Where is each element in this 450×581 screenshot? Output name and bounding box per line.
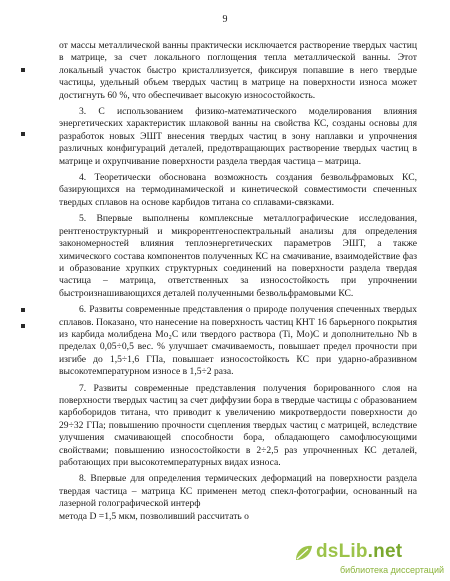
watermark-subtitle: библиотека диссертаций bbox=[339, 565, 444, 575]
margin-mark bbox=[21, 324, 25, 328]
margin-mark bbox=[21, 132, 25, 136]
paragraph-3: 3. С использованием физико-математического моделирования влияния энергетических характеристик шлаковой ванны на свойства КС, созданы основы для разработок новых ЭШТ внесения твердых частиц в зону наплавки и упрочнения различных конфигураций деталей, предотвращающих растворение твердых частиц в матрице и охрупчивание поверхности раздела твердая частица – матрица. bbox=[59, 106, 417, 167]
document-body bbox=[59, 40, 417, 527]
paragraph-8-tail: метода D =1,5 мкм, позволивший рассчитать о bbox=[59, 510, 249, 522]
watermark-logo-main: dsLib bbox=[316, 541, 368, 562]
watermark-logo-tld: .net bbox=[367, 541, 403, 562]
paragraph-8: 8. Впервые для определения термических деформаций на поверхности раздела твердая частица – матрица КС применен метод спекл-фотографии, основанный на лазерной голографической интерф bbox=[59, 473, 417, 510]
paragraph-6: 6. Развиты современные представления о природе получения спеченных твердых сплавов. Показано, что нанесение на поверхность частиц КНТ 16 барьерного покрытия из карбида молибдена Mo₂C или твердого раствора (Ti, Mo)C и дополнительно Nb в пределах 0,05÷0,5 вес. % улучшает смачиваемость, повышает предел прочности при изгибе до 1,5÷1,6 ГПа, повышает износостойкость КС при ударно-абразивном высокотемпературном износе в 1,5÷2 раза. bbox=[59, 304, 417, 378]
paragraph-4: 4. Теоретически обоснована возможность создания безвольфрамовых КС, базирующихся на термодинамической и кинетической совместимости спеченных твердых сплавов на основе карбидов титана со сплавами-связками. bbox=[59, 172, 417, 208]
margin-mark bbox=[21, 308, 25, 312]
leaf-icon bbox=[294, 544, 314, 562]
watermark bbox=[294, 541, 444, 575]
margin-mark bbox=[21, 68, 25, 72]
watermark-logo bbox=[316, 541, 402, 563]
paragraph-continuation: от массы металлической ванны практически исключается растворение твердых частиц в матрице, за счет локального поглощения тепла металлической ванны. Этот локальный участок быстро кристаллизуется, фиксируя попавшие в него твердые частицы, удельный объем твердых частиц в матрице на поверхности износа может достигнуть 60 %, что обеспечивает высокую износостойкость. bbox=[59, 40, 417, 101]
paragraph-7: 7. Развиты современные представления получения борированного слоя на поверхности твердых частиц за счет диффузии бора в твердые частицы с образованием карбоборидов титана, что приводит к увеличению микротвердости поверхности до 29÷32 ГПа; повышению прочности сцепления твердых частиц с матрицей, вследствие улучшения смачивающей способности бора, обладающего самофлюсующими свойствами; повышению износостойкости в 2÷2,5 раз упрочненных КС деталей, работающих при высокотемпературных видах износа. bbox=[59, 382, 417, 468]
page-number: 9 bbox=[222, 14, 228, 25]
paragraph-5: 5. Впервые выполнены комплексные металлографические исследования, рентгеноструктурный и микрорентгеноспектральный анализы для определения закономерностей влияния теплоэнергетических параметров ЭШТ, а также химического состава компонентов полученных КС на смачивание, взаимодействие фаз и образование хрупких структурных соединений на поверхности раздела твердая частица – матрица, ответственных за износостойкость при упрочнении быстроизнашивающихся деталей полученными безвольфрамовыми КС. bbox=[59, 213, 417, 299]
